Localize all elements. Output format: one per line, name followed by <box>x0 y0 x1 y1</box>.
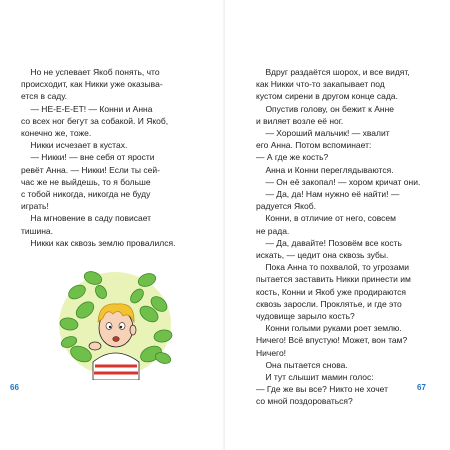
left-line: Но не успевает Якоб понять, что <box>21 67 160 77</box>
left-page-text <box>21 66 175 249</box>
right-line: Вдруг раздаётся шорох, и все видят, <box>256 67 410 77</box>
left-line: Никки как сквозь землю провалился. <box>21 237 176 248</box>
left-line: ется в саду. <box>21 91 68 102</box>
boy-in-bush-illustration <box>55 262 175 380</box>
right-line: чудовище зарыло кость? <box>256 311 355 322</box>
right-line: искать, — цедит она сквозь зубы. <box>256 250 389 261</box>
left-line: играть! <box>21 201 49 212</box>
right-line: — А где же кость? <box>256 152 329 163</box>
right-line: — Да, давайте! Позовём все кость <box>256 237 402 248</box>
left-line: На мгновение в саду повисает <box>21 213 152 224</box>
right-line: — Где же вы все? Никто не хочет <box>256 384 389 395</box>
right-line: И тут слышит мамин голос: <box>256 372 374 383</box>
left-line: — Никки! — вне себя от ярости <box>21 152 155 163</box>
right-line: Ничего! <box>256 347 287 358</box>
right-line: кость, Конни и Якоб уже продираются <box>256 286 407 297</box>
left-line: с тобой никогда, никогда не буду <box>21 189 151 200</box>
left-line: ревёт Анна. — Никки! Если ты сей- <box>21 164 160 175</box>
left-line: со всех ног бегут за собакой. И Якоб, <box>21 115 169 126</box>
page-number-right: 67 <box>417 383 426 392</box>
right-line: Пока Анна то похвалой, то угрозами <box>256 262 410 273</box>
right-page-text <box>256 66 420 408</box>
right-line: как Никки что-то закапывает под <box>256 79 385 90</box>
right-line: не рада. <box>256 225 290 236</box>
right-line: Ничего! Всё впустую! Может, вон там? <box>256 335 408 346</box>
right-line: и виляет возле её ног. <box>256 115 344 126</box>
right-line: Она пытается снова. <box>256 359 348 370</box>
right-line: Анна и Конни переглядываются. <box>256 164 394 175</box>
right-line: Конни, в отличие от него, совсем <box>256 213 396 224</box>
right-line: — Хороший мальчик! — хвалит <box>256 128 390 139</box>
right-line: пытается заставить Никки принести им <box>256 274 411 285</box>
right-page <box>225 0 450 450</box>
right-line: его Анна. Потом вспоминает: <box>256 140 372 151</box>
left-line: тишина. <box>21 225 53 236</box>
left-line: конечно же, тоже. <box>21 128 92 139</box>
left-line: час же не выйдешь, то я больше <box>21 176 151 187</box>
right-line: сквозь заросли. Проклятье, и где это <box>256 298 402 309</box>
right-line: радуется Якоб. <box>256 201 316 212</box>
left-line: Никки исчезает в кустах. <box>21 140 128 151</box>
right-line: — Он её закопал! — хором кричат они. <box>256 176 421 187</box>
right-line: Опустив голову, он бежит к Анне <box>256 103 395 114</box>
right-line: Конни голыми руками роет землю. <box>256 323 402 334</box>
right-line: кустом сирени в другом конце сада. <box>256 91 398 102</box>
right-line: — Да, да! Нам нужно её найти! — <box>256 189 400 200</box>
left-line: происходит, как Никки уже оказыва- <box>21 79 163 90</box>
left-line: — НЕ-Е-Е-ЕТ! — Конни и Анна <box>21 103 153 114</box>
page-number-left: 66 <box>10 383 19 392</box>
right-line: со мной поздороваться? <box>256 396 353 407</box>
